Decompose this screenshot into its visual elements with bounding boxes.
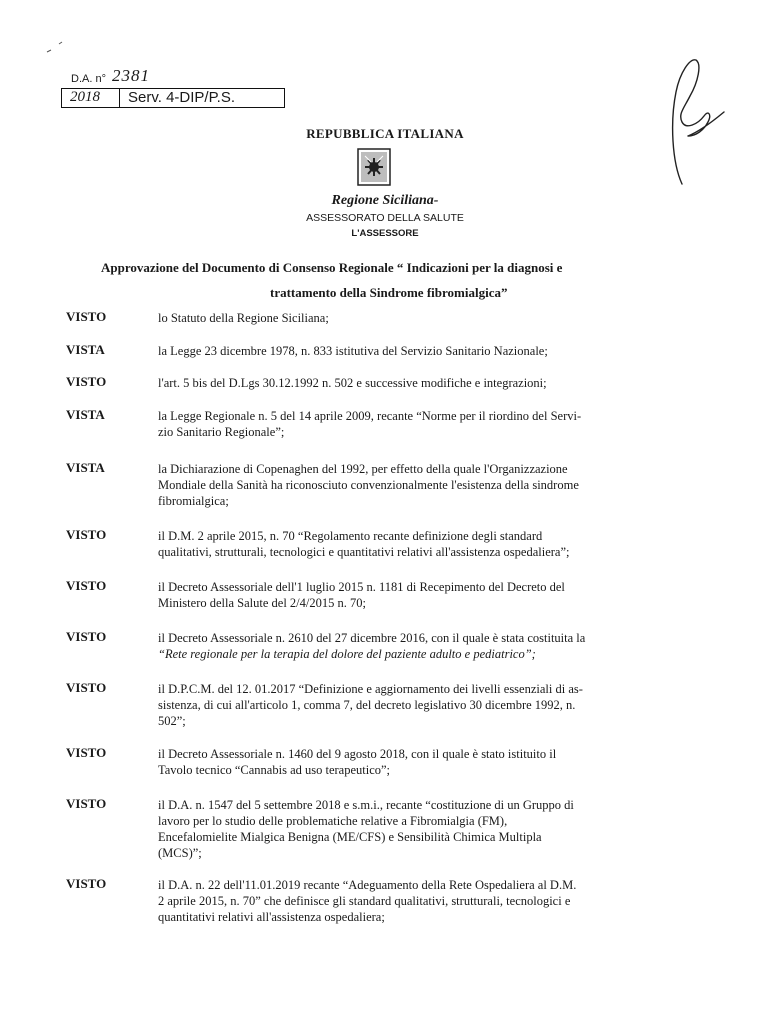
clause-text [158,408,685,440]
clause-line: la Legge 23 dicembre 1978, n. 833 istitutiva del Servizio Sanitario Nazionale; [158,344,548,358]
clause-line: Ministero della Salute del 2/4/2015 n. 70; [158,596,366,610]
clause-line: quantitativi relativi all'assistenza ospedaliera; [158,910,385,924]
clause-text [158,343,685,359]
clause-text [158,877,685,925]
service-code: Serv. 4-DIP/P.S. [128,89,235,106]
clause-line: la Legge Regionale n. 5 del 14 aprile 2009, recante “Norme per il riordino del Servi- [158,409,582,423]
scan-mark [43,30,73,60]
clause-label: VISTO [66,680,107,695]
clause-line: 502”; [158,714,186,728]
box-divider [119,89,120,107]
clause-label: VISTO [66,796,107,811]
clause-line: il D.M. 2 aprile 2015, n. 70 “Regolamento recante definizione degli standard [158,529,543,543]
clause-line: il D.A. n. 1547 del 5 settembre 2018 e s.m.i., recante “costituzione di un Gruppo di [158,798,574,812]
clause-label: VISTO [66,876,107,891]
clause-label: VISTO [66,374,107,389]
da-year: 2018 [70,89,100,105]
clause-label: VISTA [66,460,105,475]
clause-line: lo Statuto della Regione Siciliana; [158,311,329,325]
da-number: 2381 [112,66,150,85]
clause-line: lavoro per lo studio delle problematiche relative a Fibromialgia (FM), [158,814,508,828]
clause-line: (MCS)”; [158,846,202,860]
clause-line: la Dichiarazione di Copenaghen del 1992, per effetto della quale l'Organizzazione [158,462,568,476]
handwritten-signature [668,52,728,192]
clause-line: il Decreto Assessoriale n. 2610 del 27 dicembre 2016, con il quale è stata costituita la [158,631,586,645]
clause-line: “Rete regionale per la terapia del dolore del paziente adulto e pediatrico”; [158,647,536,661]
clause-label: VISTA [66,342,105,357]
clause-line: sistenza, di cui all'articolo 1, comma 7, del decreto legislativo 30 dicembre 1992, n. [158,698,576,712]
clause-line: Encefalomielite Mialgica Benigna (ME/CFS) e Sensibilità Chimica Multipla [158,830,542,844]
da-label: D.A. n° [71,73,106,85]
protocol-box [61,88,285,108]
clause-label: VISTO [66,578,107,593]
clause-line: zio Sanitario Regionale”; [158,425,285,439]
clause-text [158,375,685,391]
clause-text [158,461,685,509]
clause-line: il D.A. n. 22 dell'11.01.2019 recante “Adeguamento della Rete Ospedaliera al D.M. [158,878,577,892]
clause-text [158,746,685,778]
clause-text [158,528,685,560]
clause-line: il D.P.C.M. del 12. 01.2017 “Definizione e aggiornamento dei livelli essenziali di as- [158,682,583,696]
document-title-line-1: Approvazione del Documento di Consenso Regionale “ Indicazioni per la diagnosi e [101,260,563,275]
clause-line: l'art. 5 bis del D.Lgs 30.12.1992 n. 502 e successive modifiche e integrazioni; [158,376,547,390]
clause-line: il Decreto Assessoriale n. 1460 del 9 agosto 2018, con il quale è stato istituito il [158,747,557,761]
clause-line: qualitativi, strutturali, tecnologici e quantitativi relativi all'assistenza ospedaliera”; [158,545,570,559]
assessorato-heading: ASSESSORATO DELLA SALUTE [306,212,464,224]
clause-label: VISTO [66,527,107,542]
region-emblem-icon [357,148,391,186]
clause-line: Tavolo tecnico “Cannabis ad uso terapeutico”; [158,763,391,777]
clause-text [158,681,685,729]
clause-text [158,310,685,326]
clause-label: VISTO [66,745,107,760]
clause-line: fibromialgica; [158,494,229,508]
clause-text [158,630,685,662]
region-name: Regione Siciliana- [331,193,439,208]
clause-line: 2 aprile 2015, n. 70” che definisce gli standard qualitativi, strutturali, tecnologici e [158,894,571,908]
clause-label: VISTO [66,309,107,324]
clause-line: il Decreto Assessoriale dell'1 luglio 2015 n. 1181 di Recepimento del Decreto del [158,580,565,594]
document-title-line-2: trattamento della Sindrome fibromialgica” [270,285,508,300]
assessore-heading: L'ASSESSORE [351,228,419,239]
clause-label: VISTA [66,407,105,422]
clause-text [158,579,685,611]
clause-label: VISTO [66,629,107,644]
republic-heading: REPUBBLICA ITALIANA [306,126,464,141]
clause-line: Mondiale della Sanità ha riconosciuto convenzionalmente l'esistenza della sindrome [158,478,579,492]
clause-text [158,797,685,861]
